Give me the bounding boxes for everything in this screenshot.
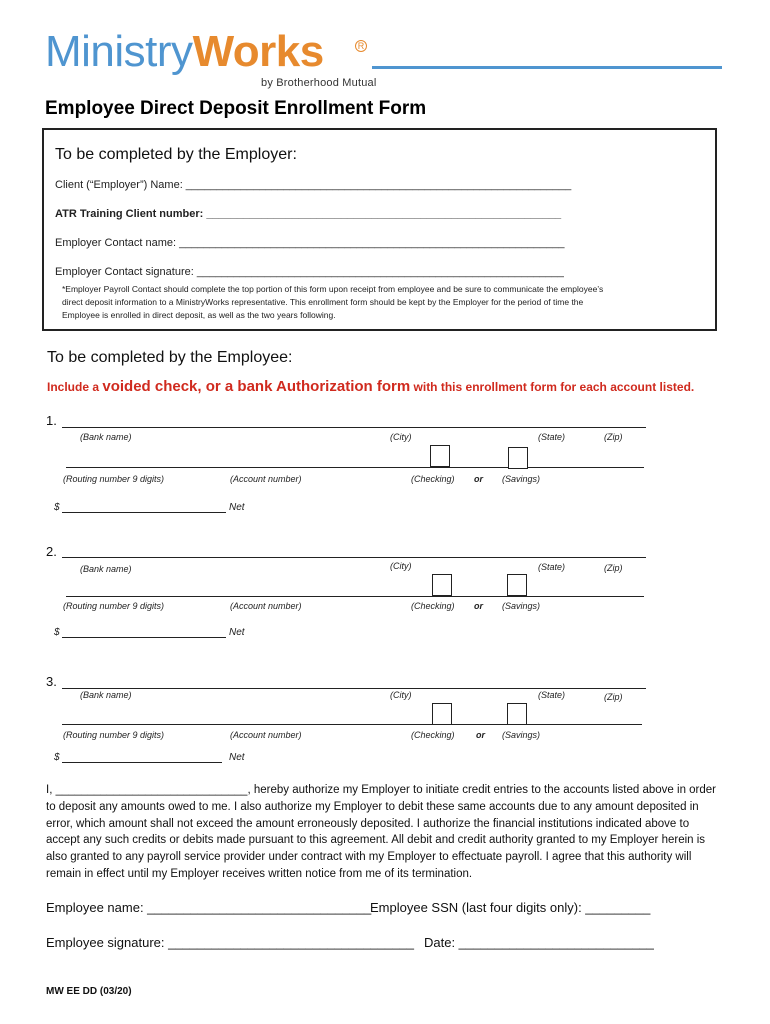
account-1-state-label: (State) bbox=[538, 432, 566, 442]
employer-note-line-1: *Employer Payroll Contact should complete the top portion of this form upon receipt from employee and be sure to communicate the employee’s bbox=[62, 284, 604, 294]
account-1-savings-checkbox[interactable] bbox=[508, 447, 528, 469]
account-2-number: 2. bbox=[46, 544, 57, 559]
account-1-bank-label: (Bank name) bbox=[80, 432, 132, 442]
account-1-routing-label: (Routing number 9 digits) bbox=[63, 474, 165, 484]
account-2-or-label: or bbox=[474, 601, 483, 611]
account-2-account-label: (Account number) bbox=[230, 601, 302, 611]
account-3-savings-label: (Savings) bbox=[502, 730, 541, 740]
account-2-checking-checkbox[interactable] bbox=[432, 574, 452, 596]
account-1-account-label: (Account number) bbox=[230, 474, 302, 484]
employer-note-line-2: direct deposit information to a MinistryWorks representative. This enrollment form should be kept by the Employer for the period of time the bbox=[62, 297, 584, 307]
account-2-dollar-sign: $ bbox=[54, 627, 60, 638]
account-3-bank-label: (Bank name) bbox=[80, 690, 132, 700]
instruction-emphasis: voided check, or a bank Authorization form bbox=[102, 378, 411, 395]
account-2-bank-label: (Bank name) bbox=[80, 564, 132, 574]
account-1-net-label: Net bbox=[229, 502, 245, 513]
account-1-checking-label: (Checking) bbox=[411, 474, 455, 484]
instruction-part-1: Include a bbox=[47, 380, 103, 394]
registered-mark: R bbox=[355, 40, 367, 52]
account-3-checking-checkbox[interactable] bbox=[432, 703, 452, 725]
account-3-routing-line[interactable] bbox=[62, 724, 642, 725]
employee-signature-field[interactable]: Employee signature: __________________________________ bbox=[46, 935, 414, 950]
employer-note-line-3: Employee is enrolled in direct deposit, as well as the two years following. bbox=[62, 310, 336, 320]
account-3-checking-label: (Checking) bbox=[411, 730, 455, 740]
form-code: MW EE DD (03/20) bbox=[46, 986, 132, 997]
account-1-zip-label: (Zip) bbox=[604, 432, 623, 442]
account-2-savings-label: (Savings) bbox=[502, 601, 541, 611]
account-3-account-label: (Account number) bbox=[230, 730, 302, 740]
logo-tagline: by Brotherhood Mutual bbox=[261, 77, 377, 89]
instruction-part-3: with this enrollment form for each account listed. bbox=[410, 380, 695, 394]
account-3-state-label: (State) bbox=[538, 690, 566, 700]
account-2-bank-line[interactable] bbox=[62, 557, 646, 558]
employer-contact-name-field[interactable]: Employer Contact name: _______________________________________________________________ bbox=[55, 237, 565, 249]
account-2-amount-line[interactable] bbox=[62, 637, 226, 638]
logo-part-2: Works bbox=[192, 27, 324, 76]
account-2-routing-line[interactable] bbox=[66, 596, 644, 597]
account-2-savings-checkbox[interactable] bbox=[507, 574, 527, 596]
date-field[interactable]: Date: ___________________________ bbox=[424, 935, 654, 950]
employee-heading: To be completed by the Employee: bbox=[47, 349, 293, 366]
client-name-field[interactable]: Client (“Employer”) Name: _______________________________________________________________ bbox=[55, 179, 572, 191]
employer-heading: To be completed by the Employer: bbox=[55, 146, 297, 163]
account-1-amount-line[interactable] bbox=[62, 512, 226, 513]
employee-ssn-field[interactable]: Employee SSN (last four digits only): _________ bbox=[370, 900, 651, 915]
account-2-routing-label: (Routing number 9 digits) bbox=[63, 601, 165, 611]
employee-name-field[interactable]: Employee name: _______________________________ bbox=[46, 900, 372, 915]
account-3-number: 3. bbox=[46, 674, 57, 689]
account-1-city-label: (City) bbox=[390, 432, 412, 442]
authorization-paragraph: I, ______________________________, hereby authorize my Employer to initiate credit entries to the accounts listed above in order to deposit any amounts owed to me. I also authorize my Employer to debit these same accounts due to any amount deposited in error, which amount shall not exceed the amount erroneously deposited. I authorize the financial institutions indicated above to accept any such credits or debits made pursuant to this agreement. All debit and credit authority granted to my Employer herein is also granted to any payroll service provider under contract with my Employer to effectuate payroll. I agree that this authority will remain in effect until my Employer receives written notice from me of its termination. bbox=[46, 784, 717, 880]
account-3-savings-checkbox[interactable] bbox=[507, 703, 527, 725]
employer-contact-signature-field[interactable]: Employer Contact signature: ____________________________________________________________ bbox=[55, 266, 564, 278]
account-1-bank-line[interactable] bbox=[62, 427, 646, 428]
account-3-net-label: Net bbox=[229, 752, 245, 763]
account-3-routing-label: (Routing number 9 digits) bbox=[63, 730, 165, 740]
account-1-number: 1. bbox=[46, 413, 57, 428]
account-3-or-label: or bbox=[476, 730, 485, 740]
account-3-bank-line[interactable] bbox=[62, 688, 646, 689]
account-1-dollar-sign: $ bbox=[54, 502, 60, 513]
account-1-routing-line[interactable] bbox=[66, 467, 644, 468]
account-1-savings-label: (Savings) bbox=[502, 474, 541, 484]
account-3-zip-label: (Zip) bbox=[604, 692, 623, 702]
header-rule bbox=[372, 66, 722, 69]
form-title: Employee Direct Deposit Enrollment Form bbox=[45, 98, 427, 119]
account-1-checking-checkbox[interactable] bbox=[430, 445, 450, 467]
account-3-amount-line[interactable] bbox=[62, 762, 222, 763]
account-2-checking-label: (Checking) bbox=[411, 601, 455, 611]
logo bbox=[45, 27, 324, 76]
atr-client-number-field[interactable]: ATR Training Client number: __________________________________________________________ bbox=[55, 208, 562, 220]
account-2-city-label: (City) bbox=[390, 561, 412, 571]
account-3-dollar-sign: $ bbox=[54, 752, 60, 763]
account-2-zip-label: (Zip) bbox=[604, 563, 623, 573]
account-3-city-label: (City) bbox=[390, 690, 412, 700]
account-2-net-label: Net bbox=[229, 627, 245, 638]
account-1-or-label: or bbox=[474, 474, 483, 484]
account-2-state-label: (State) bbox=[538, 562, 566, 572]
logo-part-1: Ministry bbox=[45, 27, 193, 76]
attachment-instruction bbox=[47, 378, 694, 395]
